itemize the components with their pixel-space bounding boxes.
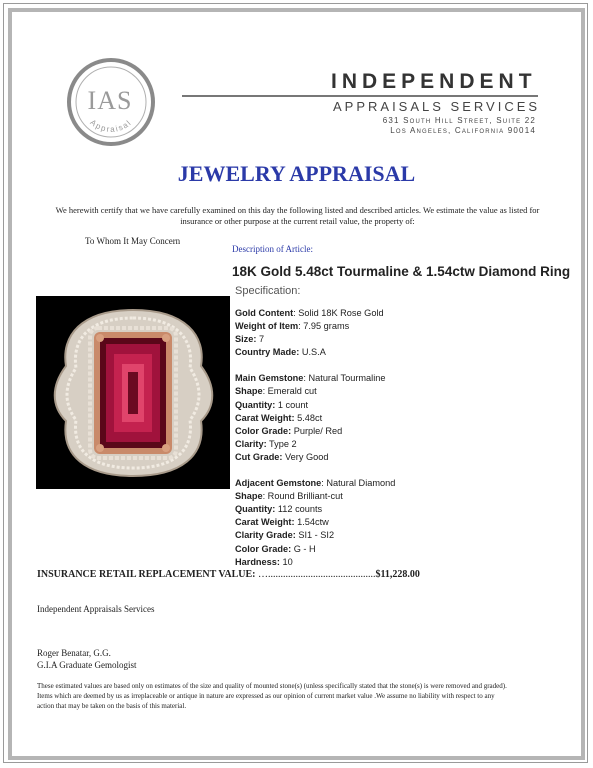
logo-ring-text: Appraisal: [88, 117, 134, 135]
address-line-2: Los Angeles, California 90014: [390, 126, 536, 135]
disclaimer-text: These estimated values are based only on estimates of the size and quality of mounted stone(s) (unless specifically stated that the stone(s) is were removed and graded). Items which are deemed by us as irreplaceable or antique in nature are expressed as our opinion of current market value .We assume no liability with respect to any action that may be taken on the basis of this material.: [37, 682, 507, 710]
signature-company: Independent Appraisals Services: [37, 604, 155, 614]
document-title: JEWELRY APPRAISAL: [177, 161, 416, 186]
spec-main-clarity: Clarity: Type 2: [235, 438, 297, 449]
spec-adjacent-hardness: Hardness: 10: [235, 556, 293, 567]
spec-gold-content: Gold Content: Solid 18K Rose Gold: [235, 308, 384, 318]
spec-adjacent-carat: Carat Weight: 1.54ctw: [235, 517, 329, 528]
spec-main-color: Color Grade: Purple/ Red: [235, 425, 343, 436]
specification-label: Specification:: [235, 285, 301, 297]
spec-main-shape: Shape: Emerald cut: [235, 386, 317, 397]
signature-title: G.I.A Graduate Gemologist: [37, 660, 137, 670]
spec-country: Country Made: U.S.A: [235, 347, 326, 358]
replacement-value-label: INSURANCE RETAIL REPLACEMENT VALUE:: [37, 569, 256, 580]
value-leader-dots: …...........................................: [255, 569, 376, 580]
spec-main-gemstone: Main Gemstone: Natural Tourmaline: [235, 373, 386, 384]
property-owner: To Whom It May Concern: [85, 236, 181, 246]
replacement-value-amount: $11,228.00: [375, 569, 420, 580]
replacement-value: [37, 569, 420, 580]
item-title: 18K Gold 5.48ct Tourmaline & 1.54ctw Diamond Ring: [232, 264, 571, 279]
header-divider: [182, 95, 538, 97]
spec-adjacent-shape: Shape: Round Brilliant-cut: [235, 491, 343, 502]
spec-weight: Weight of Item: 7.95 grams: [235, 321, 350, 332]
spec-size: Size: 7: [235, 334, 265, 345]
spec-main-carat: Carat Weight: 5.48ct: [235, 412, 323, 423]
spec-adjacent-color: Color Grade: G - H: [235, 543, 316, 554]
signature-name: Roger Benatar, G.G.: [37, 648, 111, 658]
spec-adjacent-clarity: Clarity Grade: SI1 - SI2: [235, 530, 335, 541]
company-subtitle: APPRAISALS SERVICES: [333, 99, 541, 114]
ring-photo: [36, 296, 230, 489]
spec-adjacent-quantity: Quantity: 112 counts: [235, 504, 323, 515]
spec-adjacent-gemstone: Adjacent Gemstone: Natural Diamond: [235, 478, 396, 489]
company-name: INDEPENDENT: [331, 70, 537, 93]
logo-letters: IAS: [87, 86, 133, 115]
specification-list: [235, 307, 395, 569]
description-label: Description of Article:: [232, 244, 313, 254]
address-line-1: 631 South Hill Street, Suite 22: [382, 116, 536, 125]
ias-logo: [66, 57, 156, 147]
spec-main-cut: Cut Grade: Very Good: [235, 451, 329, 462]
certification-intro: We herewith certify that we have carefully examined on this day the following listed and described articles. We estimate the value as listed for insurance or other purpose at the current retail value, the property of:: [55, 205, 540, 226]
spec-main-quantity: Quantity: 1 count: [235, 399, 309, 410]
